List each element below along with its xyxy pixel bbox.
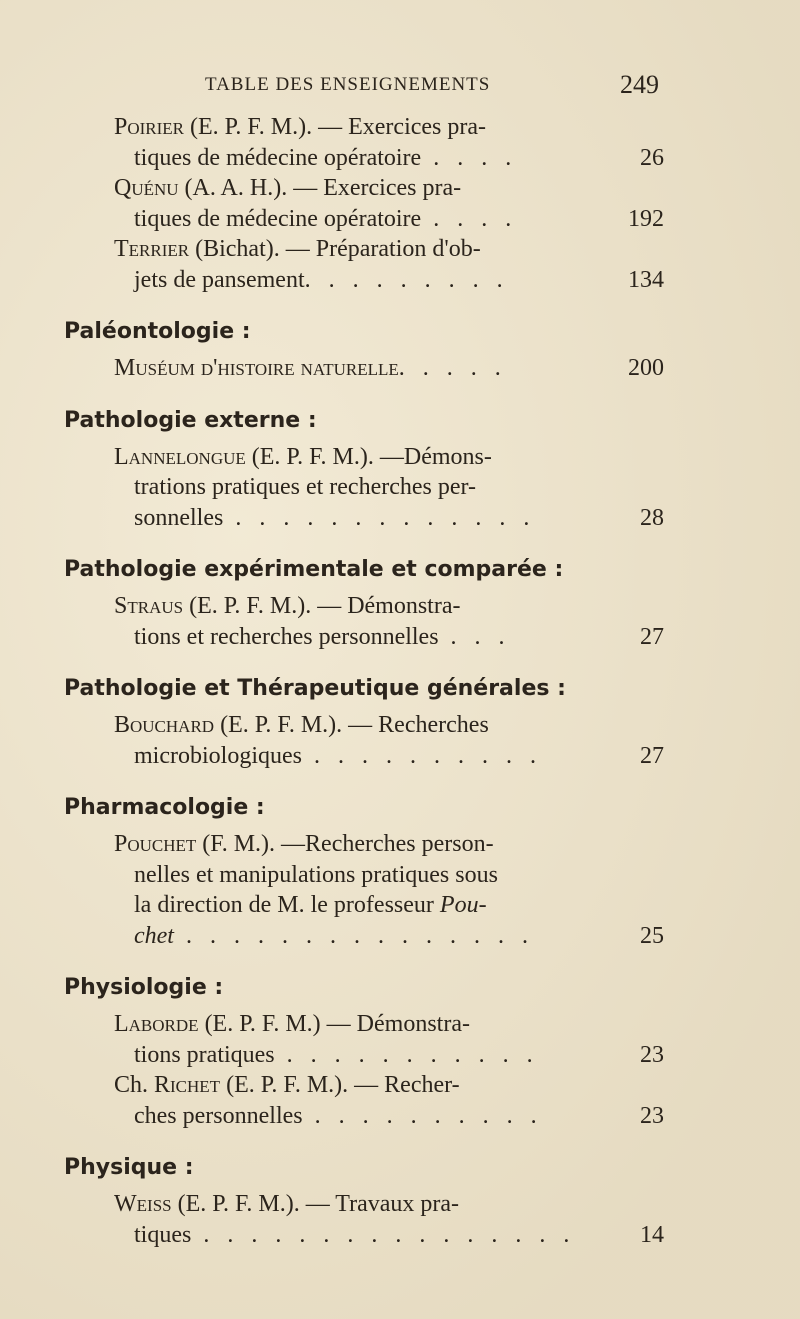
entry-page: 23 <box>640 1041 664 1068</box>
index-entry: Pouchet (F. M.). —Recherches person- nelles et manipulations pratiques sous la direction de M. le professeur Pou- chet . . . . . . . . . . . . . . . 25 <box>64 829 664 951</box>
section-pathologie-externe <box>64 406 664 534</box>
index-entry: Quénu (A. A. H.). — Exercices pra- tiques de médecine opératoire . . . . 192 <box>64 173 664 234</box>
author-name: Terrier <box>114 236 190 262</box>
section-pathologie-experimentale <box>64 555 664 652</box>
author-name: Bouchard <box>114 712 215 738</box>
entry-page: 23 <box>640 1102 664 1129</box>
author-name: Straus <box>114 593 184 619</box>
entry-page: 27 <box>640 742 664 769</box>
entry-page: 25 <box>640 922 664 949</box>
running-title: TABLE DES ENSEIGNEMENTS <box>205 74 491 95</box>
section-physiologie <box>64 973 664 1131</box>
index-entry: Terrier (Bichat). — Préparation d'ob- jets de pansement. . . . . . . . . 134 <box>64 234 664 295</box>
running-header <box>0 70 800 106</box>
section-heading: Physiologie : <box>64 975 224 1000</box>
entry-page: 134 <box>628 266 664 293</box>
author-name: Pouchet <box>114 831 197 857</box>
section-physique <box>64 1153 664 1250</box>
entry-page: 14 <box>640 1221 664 1248</box>
section-heading: Physique : <box>64 1155 194 1180</box>
section-heading: Pathologie et Thérapeutique générales : <box>64 676 566 701</box>
section-pharmacologie <box>64 793 664 951</box>
index-entry: Muséum d'histoire naturelle. . . . . 200 <box>64 353 664 384</box>
index-entry: Bouchard (E. P. F. M.). — Recherches microbiologiques . . . . . . . . . . 27 <box>64 710 664 771</box>
section-heading: Pathologie externe : <box>64 407 317 433</box>
author-name: Muséum d'histoire naturelle <box>114 355 399 381</box>
index-entry: Poirier (E. P. F. M.). — Exercices pra- tiques de médecine opératoire . . . . 26 <box>64 112 664 173</box>
entry-page: 27 <box>640 623 664 650</box>
index-entry: Lannelongue (E. P. F. M.). —Démons- trations pratiques et recherches per- sonnelles . . . . . . . . . . . . . 28 <box>64 442 664 534</box>
author-name: Weiss <box>114 1191 172 1217</box>
section-paleontologie <box>64 317 664 384</box>
page-number: 249 <box>620 70 659 99</box>
index-entry: Ch. Richet (E. P. F. M.). — Recher- ches personnelles . . . . . . . . . . 23 <box>64 1070 664 1131</box>
author-name: Richet <box>154 1072 221 1098</box>
section-heading: Pharmacologie : <box>64 795 265 820</box>
author-name: Laborde <box>114 1011 199 1037</box>
section-heading: Paléontologie : <box>64 319 251 344</box>
section-heading: Pathologie expérimentale et comparée : <box>64 557 564 582</box>
section-pathologie-therapeutique <box>64 674 664 771</box>
entry-page: 192 <box>628 205 664 232</box>
index-entry: Laborde (E. P. F. M.) — Démonstra- tions pratiques . . . . . . . . . . . 23 <box>64 1009 664 1070</box>
index-entry: Straus (E. P. F. M.). — Démonstra- tions et recherches personnelles . . . 27 <box>64 591 664 652</box>
author-name: Poirier <box>114 114 185 140</box>
author-name: Lannelongue <box>114 443 246 470</box>
index-entry: Weiss (E. P. F. M.). — Travaux pra- tiques . . . . . . . . . . . . . . . . 14 <box>64 1189 664 1250</box>
index-body <box>64 112 664 1250</box>
author-name: Quénu <box>114 175 179 201</box>
entry-page: 26 <box>640 144 664 171</box>
entry-page: 200 <box>628 355 664 381</box>
entry-page: 28 <box>640 504 664 531</box>
